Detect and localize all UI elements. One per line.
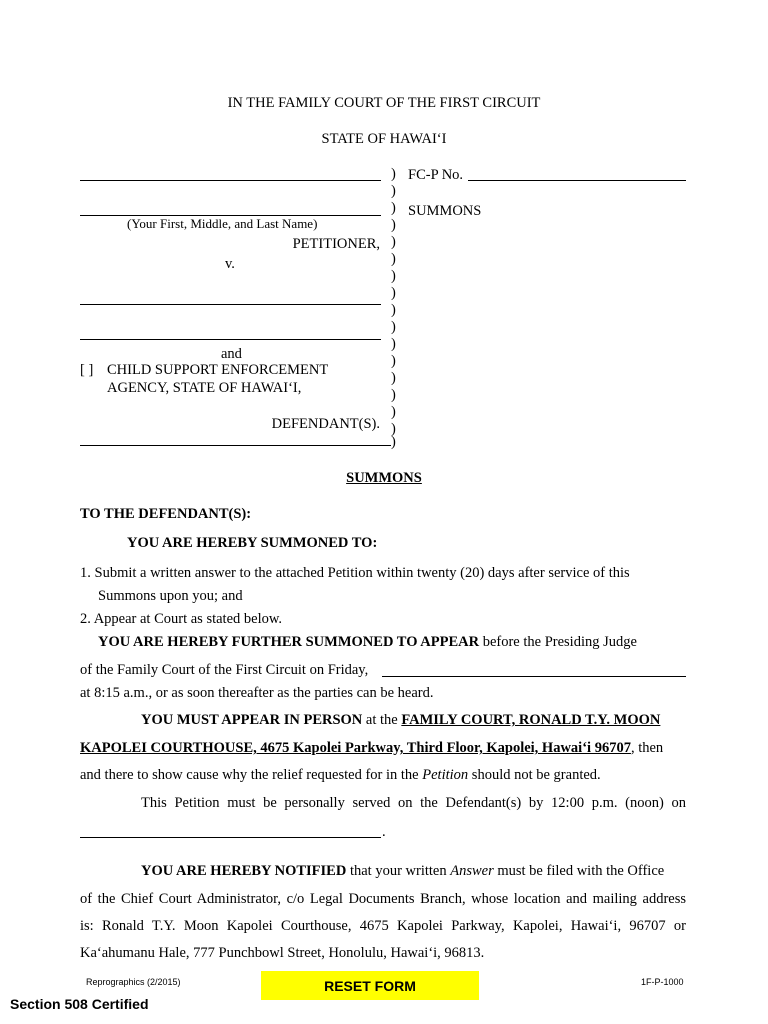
summons-title: SUMMONS	[346, 470, 422, 486]
reprographics-note: Reprographics (2/2015)	[86, 977, 181, 987]
caption-bottom-rule	[80, 445, 391, 446]
petitioner-label: PETITIONER,	[292, 236, 380, 252]
cause-a: and there to show cause why the relief requested for in the	[80, 767, 423, 783]
caption-paren: )	[391, 319, 396, 335]
caption-paren: )	[391, 268, 396, 284]
notified-b: must be filed with the Office	[493, 863, 665, 879]
caption-paren: )	[391, 370, 396, 386]
and-label: and	[221, 346, 242, 362]
served-period: .	[382, 824, 386, 840]
courthouse-name-b: KAPOLEI COURTHOUSE, 4675 Kapolei Parkway, Third Floor, Kapolei, Hawai‘i 96707	[80, 740, 631, 756]
caption-paren: )	[391, 336, 396, 352]
versus-label: v.	[225, 256, 235, 272]
caption-paren: )	[391, 353, 396, 369]
appear-in-person	[141, 712, 660, 729]
case-number-label: FC-P No.	[408, 167, 464, 183]
caption-paren: )	[391, 434, 396, 450]
item-1-line-1: 1. Submit a written answer to the attached Petition within twenty (20) days after service of this	[80, 565, 630, 581]
summoned-to: YOU ARE HEREBY SUMMONED TO:	[127, 535, 378, 551]
caption-paren: )	[391, 234, 396, 250]
name-hint: (Your First, Middle, and Last Name)	[127, 216, 318, 231]
show-cause	[80, 767, 601, 784]
form-number: 1F-P-1000	[641, 977, 684, 987]
service-date-field[interactable]	[80, 823, 381, 838]
caption-paren: )	[391, 387, 396, 403]
caption-paren: )	[391, 200, 396, 216]
case-number-field[interactable]	[468, 166, 686, 181]
cause-b: should not be granted.	[468, 767, 601, 783]
of-family-court: of the Family Court of the First Circuit on Friday,	[80, 662, 369, 678]
further-summoned	[98, 634, 637, 651]
defendant-name-field-2[interactable]	[80, 325, 381, 340]
caption-paren: )	[391, 217, 396, 233]
further-summoned-bold: YOU ARE HEREBY FURTHER SUMMONED TO APPEAR	[98, 634, 480, 650]
address-line: is: Ronald T.Y. Moon Kapolei Courthouse, 4675 Kapolei Parkway, Kapolei, Hawai‘i, 96707 or	[80, 918, 686, 934]
caption-paren: )	[391, 251, 396, 267]
notified-line	[141, 863, 664, 880]
state-heading: STATE OF HAWAI‘I	[321, 131, 447, 147]
caption-paren: )	[391, 302, 396, 318]
item-1-line-2: Summons upon you; and	[98, 588, 243, 604]
hearing-date-field[interactable]	[382, 662, 686, 677]
court-heading: IN THE FAMILY COURT OF THE FIRST CIRCUIT	[227, 95, 541, 111]
further-summoned-rest: before the Presiding Judge	[479, 634, 637, 650]
cause-petition: Petition	[422, 767, 469, 783]
courthouse-address-line	[80, 740, 663, 757]
section-508-label: Section 508 Certified	[10, 996, 149, 1012]
caption-paren: )	[391, 421, 396, 437]
admin-line: of the Chief Court Administrator, c/o Legal Documents Branch, whose location and mailing address	[80, 891, 686, 907]
caption-paren: )	[391, 166, 396, 182]
csea-checkbox[interactable]: [ ]	[80, 362, 94, 378]
defendant-label: DEFENDANT(S).	[271, 416, 380, 432]
hearing-time: at 8:15 a.m., or as soon thereafter as the parties can be heard.	[80, 685, 434, 701]
then-text: , then	[630, 740, 664, 756]
notified-bold: YOU ARE HEREBY NOTIFIED	[141, 863, 347, 879]
item-2: 2. Appear at Court as stated below.	[80, 611, 283, 627]
caption-paren: )	[391, 404, 396, 420]
petitioner-name-field-1[interactable]	[80, 166, 381, 181]
appear-at: at the	[362, 712, 402, 728]
caption-doc-type: SUMMONS	[408, 203, 482, 219]
appear-in-person-bold: YOU MUST APPEAR IN PERSON	[141, 712, 363, 728]
defendant-name-field-1[interactable]	[80, 290, 381, 305]
notified-answer: Answer	[450, 863, 494, 879]
petitioner-name-field-2[interactable]	[80, 201, 381, 216]
notified-a: that your written	[346, 863, 451, 879]
served-line: This Petition must be personally served on the Defendant(s) by 12:00 p.m. (noon) on	[141, 795, 686, 811]
caption-paren: )	[391, 285, 396, 301]
reset-form-button[interactable]: RESET FORM	[261, 971, 479, 1000]
courthouse-name-a: FAMILY COURT, RONALD T.Y. MOON	[401, 712, 661, 728]
address-line-2: Ka‘ahumanu Hale, 777 Punchbowl Street, Honolulu, Hawai‘i, 96813.	[80, 945, 485, 961]
csea-line-2: AGENCY, STATE OF HAWAI‘I,	[107, 380, 302, 396]
to-defendant: TO THE DEFENDANT(S):	[80, 506, 252, 522]
csea-line-1: CHILD SUPPORT ENFORCEMENT	[107, 362, 329, 378]
caption-paren: )	[391, 183, 396, 199]
